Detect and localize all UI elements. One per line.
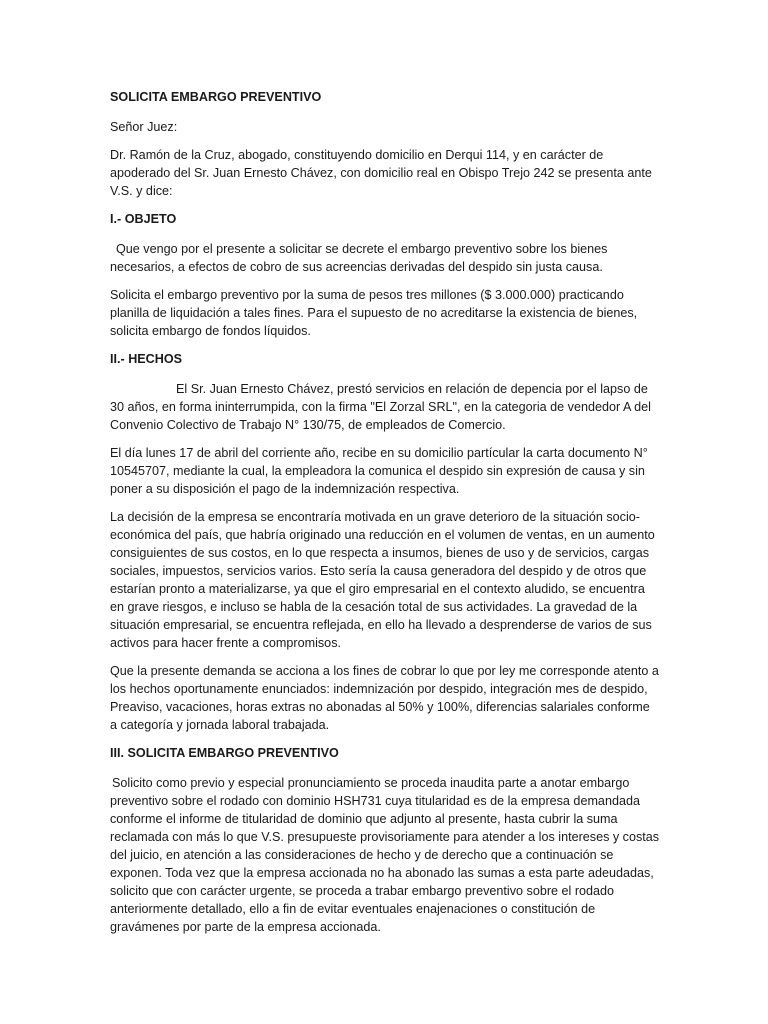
section-heading-hechos: II.- HECHOS xyxy=(110,352,183,366)
greeting: Señor Juez: xyxy=(110,120,178,134)
section-heading-objeto: I.- OBJETO xyxy=(110,212,177,226)
section-heading-embargo: III. SOLICITA EMBARGO PREVENTIVO xyxy=(110,746,339,760)
document-page xyxy=(110,88,660,946)
intro-paragraph: Dr. Ramón de la Cruz, abogado, constituyendo domicilio en Derqui 114, y en carácter de apoderado del Sr. Juan Ernesto Chávez, con domicilio real en Obispo Trejo 242 se presenta ante V.S. y dice: xyxy=(110,148,652,198)
hechos-paragraph-2: El día lunes 17 de abril del corriente año, recibe en su domicilio partícular la carta documento N° 10545707, mediante la cual, la empleadora la comunica el despido sin expresión de causa y sin poner a su disposición el pago de la indemnización respectiva. xyxy=(110,446,648,496)
hechos-paragraph-3: La decisión de la empresa se encontraría motivada en un grave deterioro de la situación socio-económica del país, que habría originado una reducción en el volumen de ventas, en un aumento consiguientes de sus costos, en lo que respecta a insumos, bienes de uso y de servicios, cargas sociales, impuestos, servicios varios. Esto sería la causa generadora del despido y de otros que estarían pronto a materializarse, ya que el giro empresarial en el contexto aludido, se encuentra en grave riesgos, e incluso se habla de la cesación total de sus actividades. La gravedad de la situación empresarial, se encuentra reflejada, en ello ha llevado a desprenderse de varios de sus activos para hacer frente a compromisos. xyxy=(110,510,655,650)
hechos-paragraph-4: Que la presente demanda se acciona a los fines de cobrar lo que por ley me corresponde atento a los hechos oportunamente enunciados: indemnización por despido, integración mes de despido, Preaviso, vacaciones, horas extras no abonadas al 50% y 100%, diferencias salariales conforme a categoría y jornada laboral trabajada. xyxy=(110,664,659,732)
document-title: SOLICITA EMBARGO PREVENTIVO xyxy=(110,90,322,104)
objeto-paragraph-1: Que vengo por el presente a solicitar se decrete el embargo preventivo sobre los bienes necesarios, a efectos de cobro de sus acreencias derivadas del despido sin justa causa. xyxy=(110,242,608,274)
hechos-paragraph-1: El Sr. Juan Ernesto Chávez, prestó servicios en relación de depencia por el lapso de 30 años, en forma ininterrumpida, con la firma "El Zorzal SRL", en la categoria de vendedor A del Convenio Colectivo de Trabajo N° 130/75, de empleados de Comercio. xyxy=(110,382,651,432)
objeto-paragraph-2: Solicita el embargo preventivo por la suma de pesos tres millones ($ 3.000.000) practicando planilla de liquidación a tales fines. Para el supuesto de no acreditarse la existencia de bienes, solicita embargo de fondos líquidos. xyxy=(110,288,638,338)
embargo-paragraph-1: Solicito como previo y especial pronunciamiento se proceda inaudita parte a anotar embargo preventivo sobre el rodado con dominio HSH731 cuya titularidad es de la empresa demandada conforme el informe de titularidad de dominio que adjunto al presente, hasta cubrir la suma reclamada con más lo que V.S. presupueste provisoriamente para atender a los intereses y costas del juicio, en atención a las consideraciones de hecho y de derecho que a continuación se exponen. Toda vez que la empresa accionada no ha abonado las sumas a esta parte adeudadas, solicito que con carácter urgente, se proceda a trabar embargo preventivo sobre el rodado anteriormente detallado, ello a fin de evitar eventuales enajenaciones o constitución de gravámenes por parte de la empresa accionada. xyxy=(110,776,660,934)
